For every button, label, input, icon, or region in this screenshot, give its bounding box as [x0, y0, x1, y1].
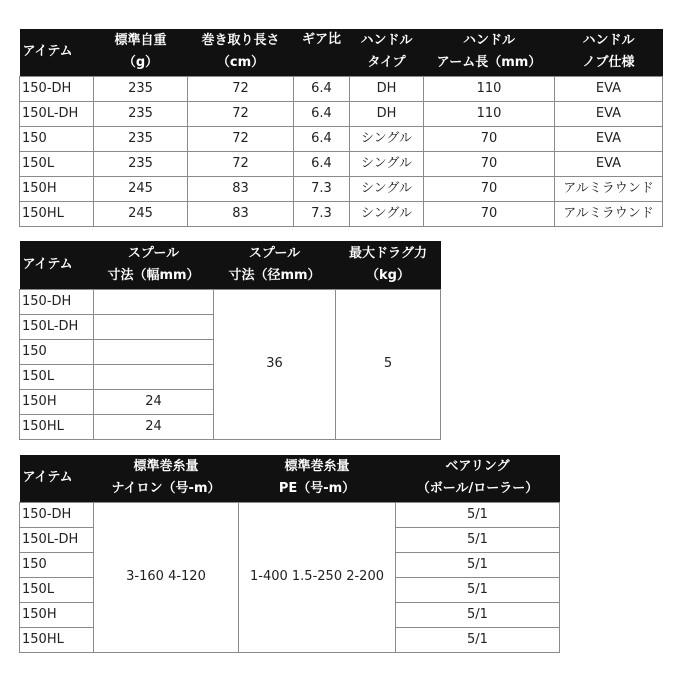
spool-width-cell: 24 [94, 389, 214, 414]
handle-type-cell: シングル [350, 151, 424, 176]
item-cell: 150 [20, 126, 94, 151]
knob-cell: アルミラウンド [555, 201, 663, 226]
handle-type-cell: シングル [350, 176, 424, 201]
item-cell: 150HL [20, 201, 94, 226]
handle-type-cell: DH [350, 101, 424, 126]
item-cell: 150HL [20, 414, 94, 439]
header-weight: 標準自重 （g） [94, 29, 188, 76]
retrieve-cell: 83 [188, 176, 294, 201]
item-cell: 150L [20, 364, 94, 389]
weight-cell: 235 [94, 151, 188, 176]
gear-cell: 6.4 [294, 126, 350, 151]
header-gear-ratio: ギア比 [294, 29, 350, 76]
knob-cell: アルミラウンド [555, 176, 663, 201]
item-cell: 150-DH [20, 76, 94, 101]
table-row [20, 502, 560, 527]
bearing-cell: 5/1 [396, 552, 560, 577]
weight-cell: 235 [94, 126, 188, 151]
spec-table-main [19, 29, 663, 227]
bearing-cell: 5/1 [396, 527, 560, 552]
header-bearings: ベアリング （ボール/ローラー） [396, 455, 560, 502]
header-item: アイテム [20, 455, 94, 502]
gear-cell: 6.4 [294, 76, 350, 101]
table-row [20, 126, 663, 151]
retrieve-cell: 72 [188, 126, 294, 151]
handle-type-cell: シングル [350, 126, 424, 151]
bearing-cell: 5/1 [396, 502, 560, 527]
spec-table-spool [19, 241, 441, 440]
nylon-capacity-cell: 3-160 4-120 [94, 502, 239, 652]
table-row [20, 101, 663, 126]
item-cell: 150L-DH [20, 101, 94, 126]
table-row [20, 76, 663, 101]
header-item: アイテム [20, 29, 94, 76]
table-header-row [20, 29, 663, 76]
arm-length-cell: 70 [424, 126, 555, 151]
item-cell: 150HL [20, 627, 94, 652]
spool-diameter-cell: 36 [214, 289, 336, 439]
knob-cell: EVA [555, 151, 663, 176]
bearing-cell: 5/1 [396, 577, 560, 602]
header-handle-type: ハンドル タイプ [350, 29, 424, 76]
header-item: アイテム [20, 241, 94, 289]
table-row [20, 201, 663, 226]
item-cell: 150H [20, 389, 94, 414]
header-handle-knob: ハンドル ノブ仕様 [555, 29, 663, 76]
max-drag-cell: 5 [336, 289, 441, 439]
item-cell: 150 [20, 552, 94, 577]
table-row [20, 151, 663, 176]
pe-capacity-cell: 1-400 1.5-250 2-200 [239, 502, 396, 652]
bearing-cell: 5/1 [396, 602, 560, 627]
weight-cell: 245 [94, 201, 188, 226]
item-cell: 150L-DH [20, 314, 94, 339]
retrieve-cell: 72 [188, 101, 294, 126]
weight-cell: 245 [94, 176, 188, 201]
arm-length-cell: 110 [424, 101, 555, 126]
spec-table-line-capacity [19, 455, 560, 653]
knob-cell: EVA [555, 76, 663, 101]
header-handle-arm-length: ハンドル アーム長（mm） [424, 29, 555, 76]
header-spool-diameter: スプール 寸法（径mm） [214, 241, 336, 289]
spool-width-cell [94, 364, 214, 389]
spool-width-cell [94, 314, 214, 339]
gear-cell: 6.4 [294, 151, 350, 176]
spool-width-cell [94, 339, 214, 364]
weight-cell: 235 [94, 76, 188, 101]
table-header-row [20, 241, 441, 289]
header-max-drag: 最大ドラグ力 （kg） [336, 241, 441, 289]
retrieve-cell: 72 [188, 151, 294, 176]
item-cell: 150L [20, 577, 94, 602]
knob-cell: EVA [555, 101, 663, 126]
header-pe-capacity: 標準巻糸量 PE（号-m） [239, 455, 396, 502]
arm-length-cell: 110 [424, 76, 555, 101]
weight-cell: 235 [94, 101, 188, 126]
gear-cell: 6.4 [294, 101, 350, 126]
item-cell: 150L [20, 151, 94, 176]
gear-cell: 7.3 [294, 176, 350, 201]
handle-type-cell: シングル [350, 201, 424, 226]
gear-cell: 7.3 [294, 201, 350, 226]
retrieve-cell: 72 [188, 76, 294, 101]
header-retrieve-length: 巻き取り長さ （cm） [188, 29, 294, 76]
arm-length-cell: 70 [424, 176, 555, 201]
spool-width-cell [94, 289, 214, 314]
table-header-row [20, 455, 560, 502]
item-cell: 150-DH [20, 502, 94, 527]
knob-cell: EVA [555, 126, 663, 151]
spool-width-cell: 24 [94, 414, 214, 439]
item-cell: 150H [20, 602, 94, 627]
item-cell: 150L-DH [20, 527, 94, 552]
item-cell: 150H [20, 176, 94, 201]
handle-type-cell: DH [350, 76, 424, 101]
item-cell: 150 [20, 339, 94, 364]
item-cell: 150-DH [20, 289, 94, 314]
arm-length-cell: 70 [424, 201, 555, 226]
table-row [20, 176, 663, 201]
header-spool-width: スプール 寸法（幅mm） [94, 241, 214, 289]
table-row [20, 289, 441, 314]
bearing-cell: 5/1 [396, 627, 560, 652]
arm-length-cell: 70 [424, 151, 555, 176]
header-nylon-capacity: 標準巻糸量 ナイロン（号-m） [94, 455, 239, 502]
retrieve-cell: 83 [188, 201, 294, 226]
